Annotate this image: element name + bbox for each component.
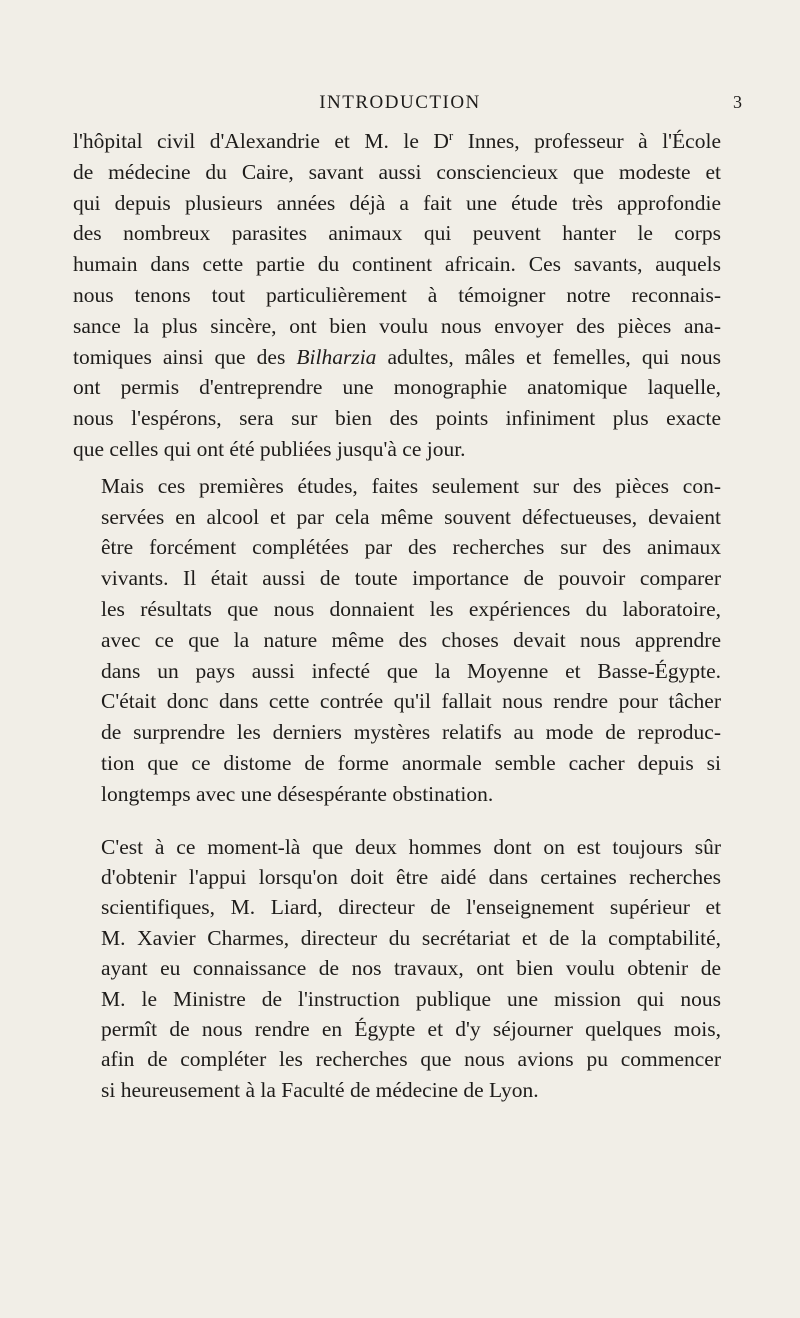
text-line: ont permis d'entreprendre une monographie anatomique laquelle, (73, 375, 721, 400)
paragraph-2 (73, 471, 721, 810)
text-line: nous tenons tout particulièrement à témoigner notre reconnais- (73, 282, 721, 307)
paragraph-3 (73, 832, 721, 1106)
text-line: dans un pays aussi infecté que la Moyenne et Basse-Égypte. (101, 658, 721, 683)
text-line: d'obtenir l'appui lorsqu'on doit être aidé dans certaines recherches (101, 864, 721, 889)
text-line: Mais ces premières études, faites seulement sur des pièces con- (101, 473, 721, 498)
text-line: C'était donc dans cette contrée qu'il fallait nous rendre pour tâcher (101, 689, 721, 714)
text-line: avec ce que la nature même des choses devait nous apprendre (101, 627, 721, 652)
text-line: les résultats que nous donnaient les expériences du laboratoire, (101, 596, 721, 621)
italic-term: Bilharzia (296, 344, 377, 369)
text-line: de médecine du Caire, savant aussi consciencieux que modeste et (73, 159, 721, 184)
text-line: servées en alcool et par cela même souvent défectueuses, devaient (101, 504, 721, 529)
text-line: tomiques ainsi que des Bilharzia adultes, mâles et femelles, qui nous (73, 344, 721, 369)
text-line: des nombreux parasites animaux qui peuvent hanter le corps (73, 221, 721, 246)
text-line: de surprendre les derniers mystères relatifs au mode de reproduc- (101, 720, 721, 745)
paragraph-1 (73, 126, 721, 465)
text-line: humain dans cette partie du continent africain. Ces savants, auquels (73, 252, 721, 277)
text-line: nous l'espérons, sera sur bien des points infiniment plus exacte (73, 406, 721, 431)
text-line: tion que ce distome de forme anormale semble cacher depuis si (101, 750, 721, 775)
text-line: C'est à ce moment-là que deux hommes dont on est toujours sûr (101, 834, 721, 859)
text-line: vivants. Il était aussi de toute importance de pouvoir comparer (101, 566, 721, 591)
text-line: afin de compléter les recherches que nous avions pu commencer (101, 1047, 721, 1072)
text-line: l'hôpital civil d'Alexandrie et M. le $D^r$ Innes, professeur à l'École (73, 127, 721, 153)
text-line: permît de nous rendre en Égypte et d'y séjourner quelques mois, (101, 1016, 721, 1041)
text-line: scientifiques, M. Liard, directeur de l'enseignement supérieur et (101, 895, 721, 920)
body-text (73, 126, 721, 1105)
text-line: que celles qui ont été publiées jusqu'à ce jour. (73, 436, 466, 461)
page-number: 3 (733, 92, 742, 112)
text-line: ayant eu connaissance de nos travaux, ont bien voulu obtenir de (101, 956, 721, 981)
superscript: r (448, 127, 454, 143)
text-line: si heureusement à la Faculté de médecine de Lyon. (101, 1077, 539, 1102)
text-line: sance la plus sincère, ont bien voulu nous envoyer des pièces ana- (73, 313, 721, 338)
text-line: qui depuis plusieurs années déjà a fait une étude très approfondie (73, 190, 721, 215)
text-line: longtemps avec une désespérante obstination. (101, 781, 494, 806)
chapter-title: INTRODUCTION (319, 92, 481, 113)
text-line: M. le Ministre de l'instruction publique une mission qui nous (101, 986, 721, 1011)
text-line: être forcément complétées par des recherches sur des animaux (101, 535, 721, 560)
running-header (0, 92, 800, 118)
text-line: M. Xavier Charmes, directeur du secrétariat et de la comptabilité, (101, 925, 721, 950)
